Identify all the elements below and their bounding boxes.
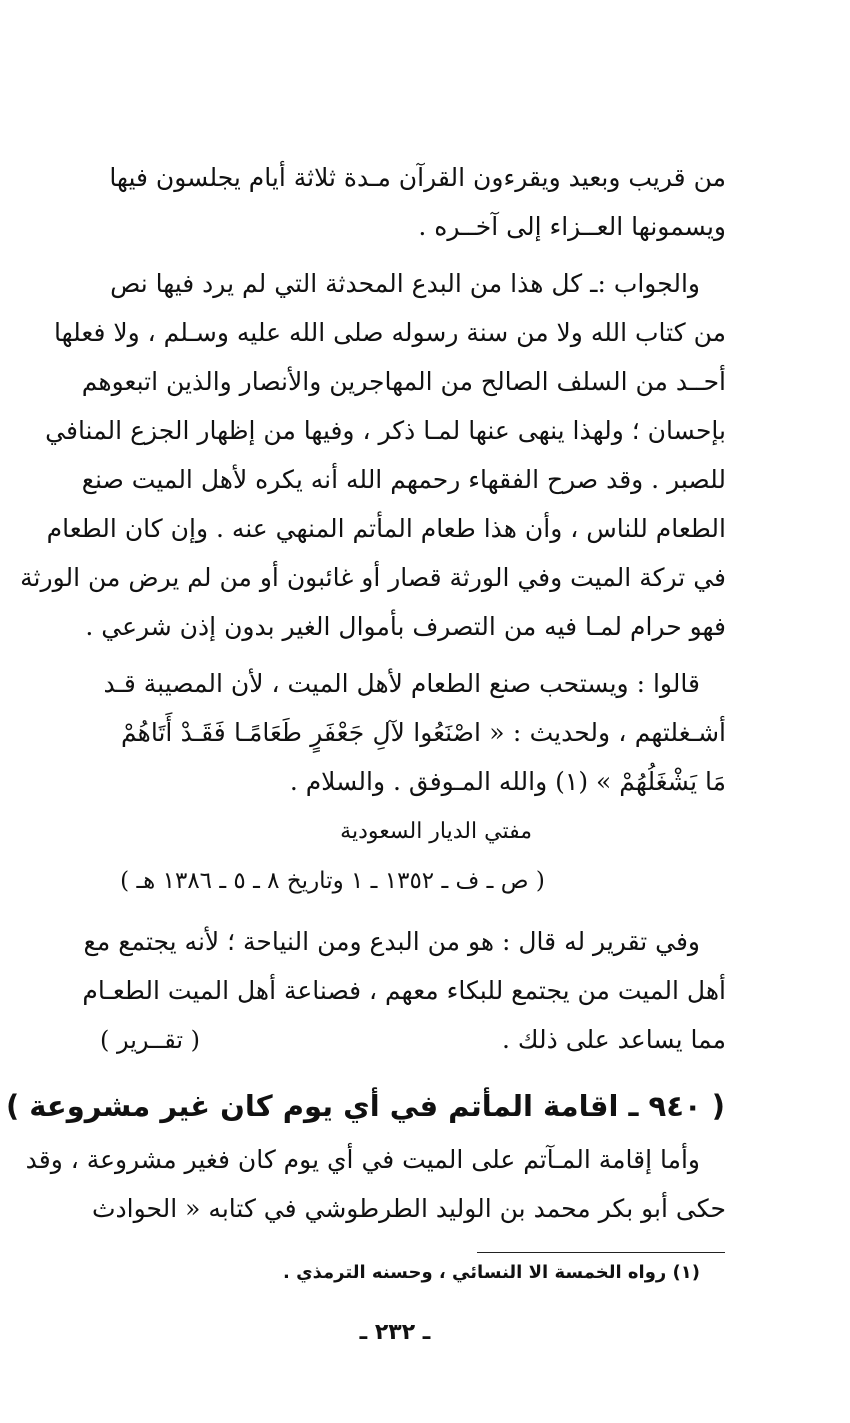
text-line: وأما إقامة المـآتم على الميت في أي يوم كان فغير مشروعة ، وقد — [25, 1145, 700, 1174]
text-line: مما يساعد على ذلك . — [502, 1025, 726, 1054]
text-line: قالوا : ويستحب صنع الطعام لأهل الميت ، لأن المصيبة قـد — [103, 669, 700, 698]
text-line: أحــد من السلف الصالح من المهاجرين والأنصار والذين اتبعوهم — [81, 367, 726, 396]
text-line: في تركة الميت وفي الورثة قصار أو غائبون أو من لم يرض من الورثة — [20, 563, 726, 592]
footnote: (١) رواه الخمسة الا النسائي ، وحسنه الترمذي . — [283, 1262, 700, 1283]
text-line: بإحسان ؛ ولهذا ينهى عنها لمـا ذكر ، وفيها من إظهار الجزع المنافي — [45, 416, 726, 445]
text-line: والجواب :ـ كل هذا من البدع المحدثة التي لم يرد فيها نص — [110, 269, 700, 298]
footnote-divider — [477, 1252, 725, 1253]
fatwa-reference: ( ص ـ ف ـ ١٣٥٢ ـ ١ وتاريخ ٨ ـ ٥ ـ ١٣٨٦ هـ ) — [120, 868, 545, 894]
page-number: ـ ٢٣٢ ـ — [359, 1320, 431, 1345]
text-line: الطعام للناس ، وأن هذا طعام المأتم المنهي عنه . وإن كان الطعام — [46, 514, 726, 543]
section-heading: ( ٩٤٠ ـ اقامة المأتم في أي يوم كان غير مشروعة ) — [5, 1089, 725, 1123]
text-line: أشـغلتهم ، ولحديث : « اصْنَعُوا لآلِ جَعْفَرٍ طَعَامًـا فَقَـدْ أَتَاهُمْ — [121, 718, 726, 747]
text-line: فهو حرام لمـا فيه من التصرف بأموال الغير بدون إذن شرعي . — [85, 612, 726, 641]
text-line: وفي تقرير له قال : هو من البدع ومن النياحة ؛ لأنه يجتمع مع — [83, 927, 700, 956]
text-line: مَا يَشْغَلُهُمْ » (١) والله المـوفق . والسلام . — [289, 767, 726, 796]
text-line: من كتاب الله ولا من سنة رسوله صلى الله عليه وسـلم ، ولا فعلها — [54, 318, 726, 347]
text-line: حكى أبو بكر محمد بن الوليد الطرطوشي في كتابه « الحوادث — [92, 1194, 726, 1223]
text-line: أهل الميت من يجتمع للبكاء معهم ، فصناعة أهل الميت الطعـام — [82, 976, 726, 1005]
text-line: ويسمونها العــزاء إلى آخــره . — [418, 212, 726, 241]
source-label: ( تقــرير ) — [100, 1026, 201, 1054]
text-line: للصبر . وقد صرح الفقهاء رحمهم الله أنه يكره لأهل الميت صنع — [81, 465, 726, 494]
text-line: من قريب وبعيد ويقرءون القرآن مـدة ثلاثة أيام يجلسون فيها — [109, 163, 726, 192]
signature: مفتي الديار السعودية — [340, 819, 532, 844]
